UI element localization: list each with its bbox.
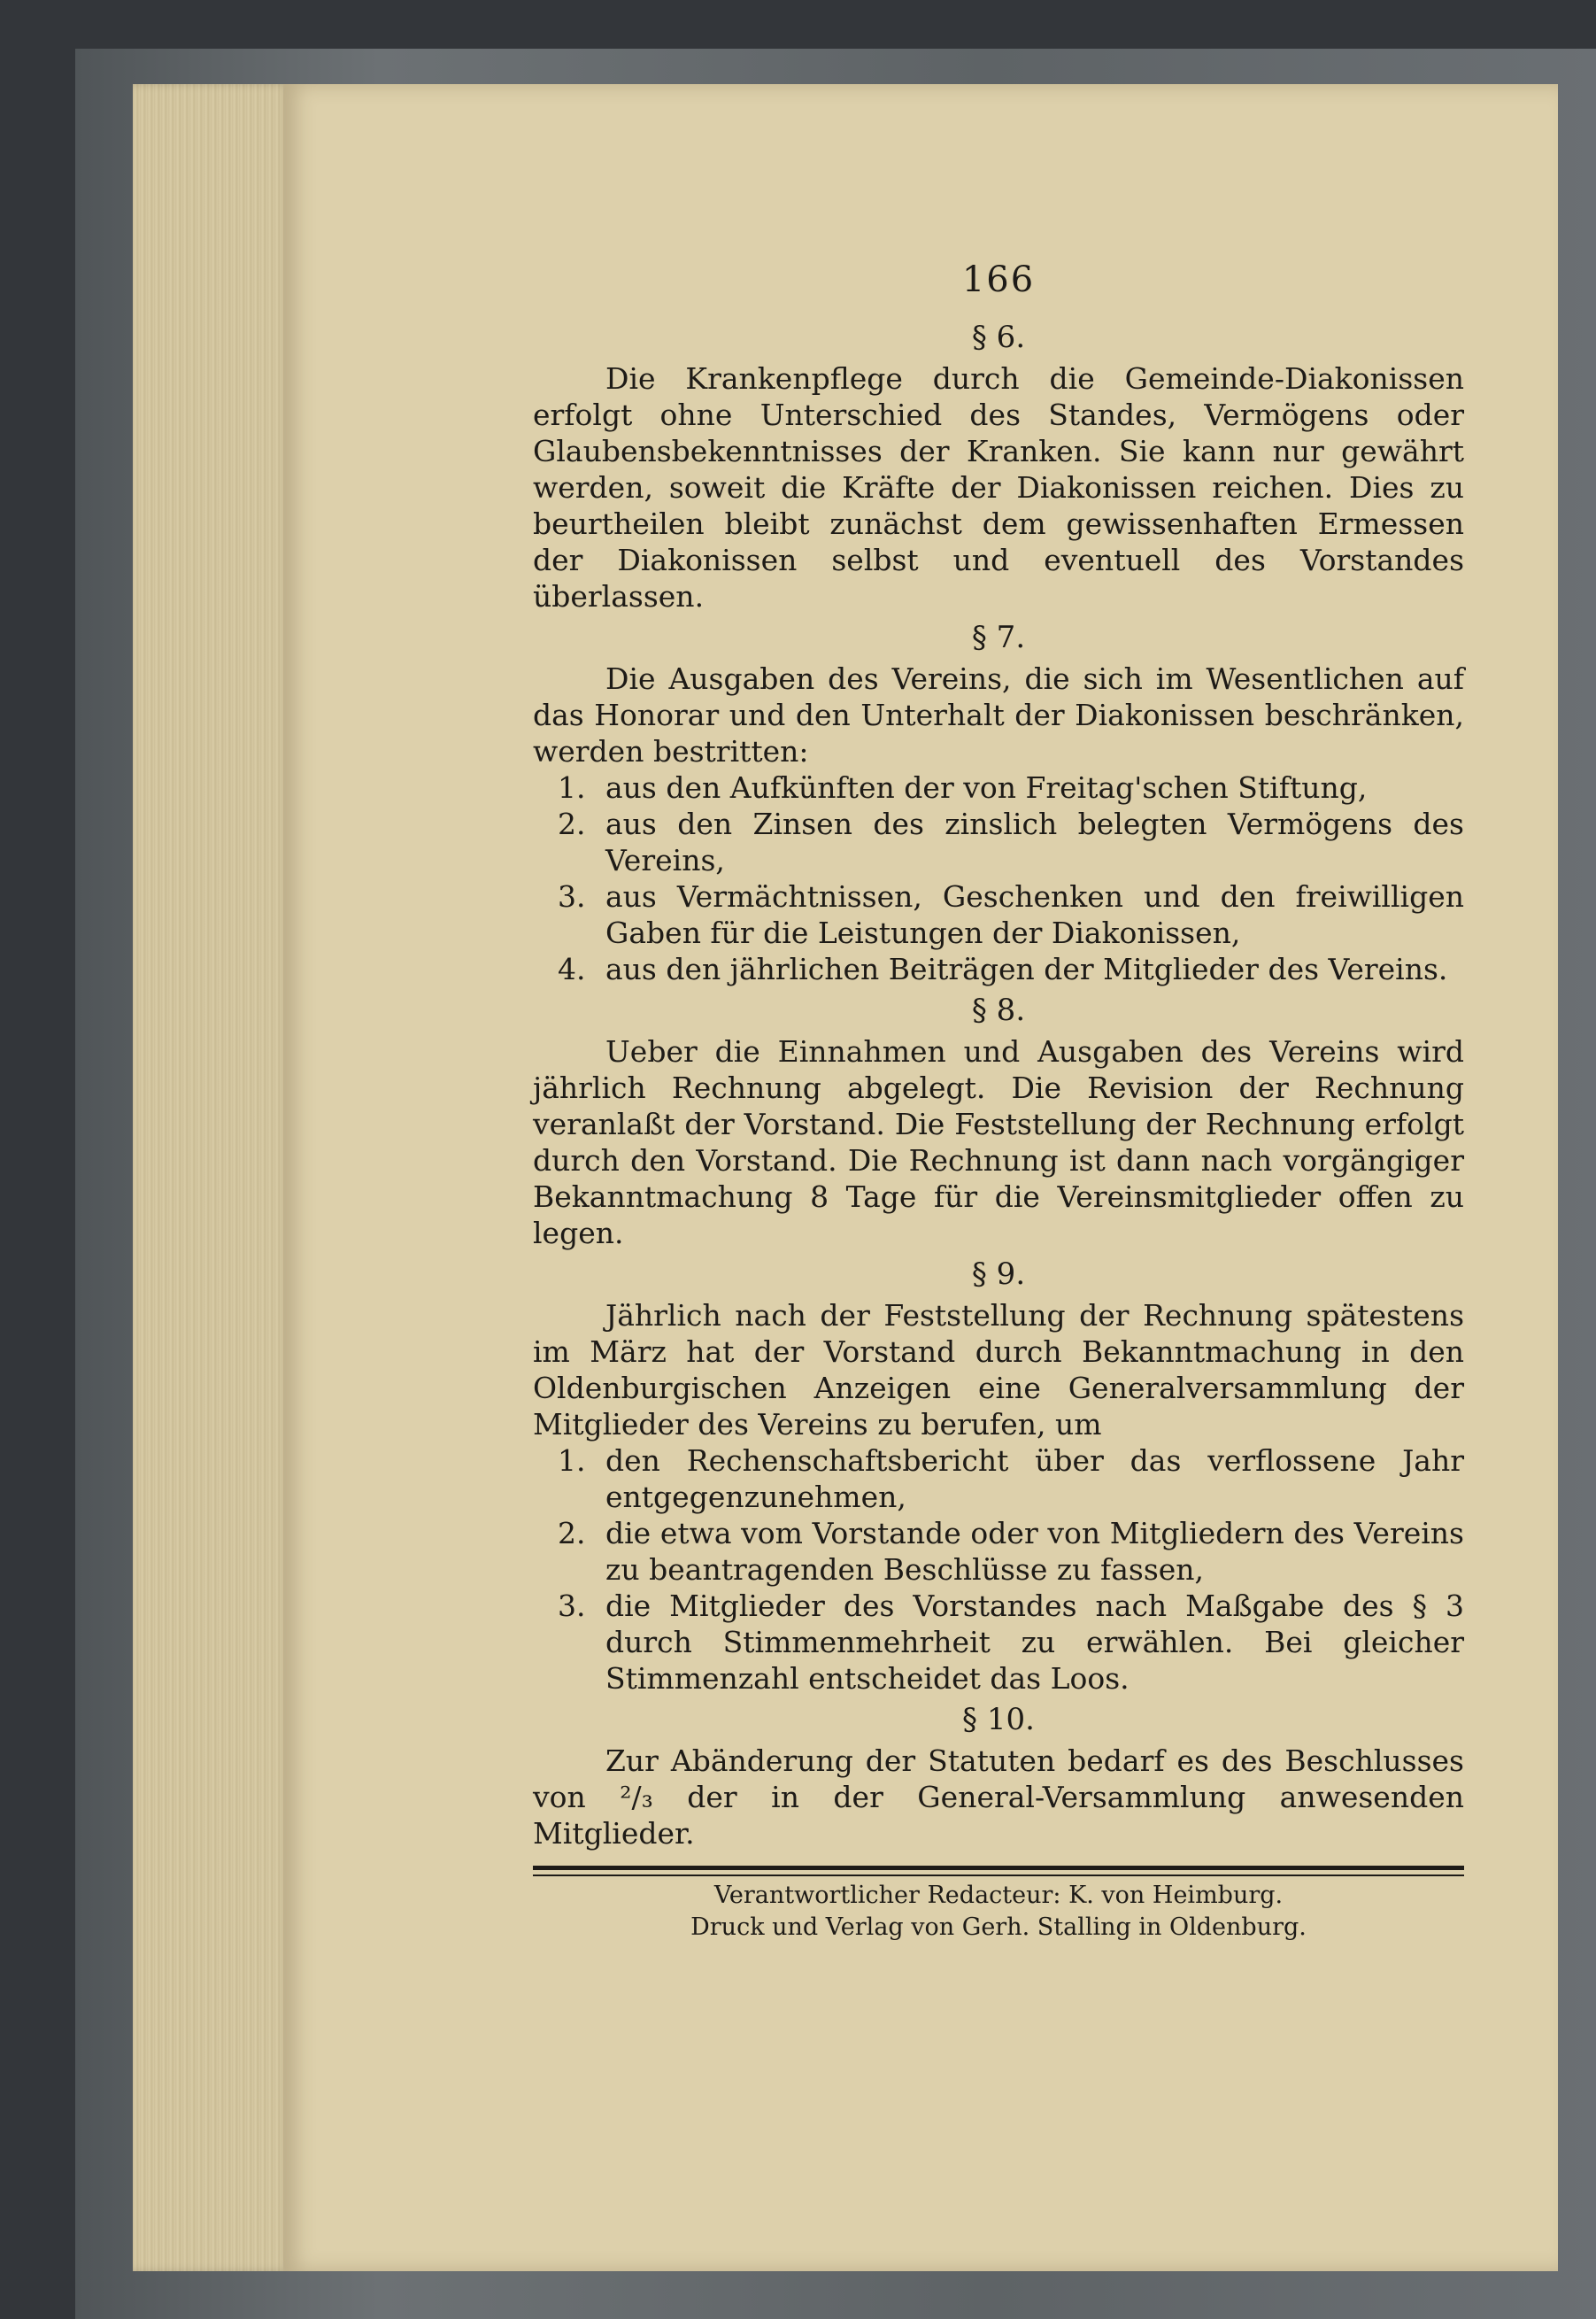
list-number: 4. xyxy=(558,952,586,986)
double-rule xyxy=(533,1866,1464,1880)
section-heading: § 6. xyxy=(971,320,1026,355)
list-number: 1. xyxy=(558,1443,586,1478)
section-7 xyxy=(533,618,1464,987)
list-number: 1. xyxy=(558,770,586,805)
list-text: aus Vermächtnissen, Geschenken und den freiwilligen Gaben für die Leistungen der Diakonissen, xyxy=(605,879,1464,950)
section-6 xyxy=(533,318,1464,615)
section-paragraph: Jährlich nach der Feststellung der Rechnung spätestens im März hat der Vorstand durch Bekanntmachung in den Oldenburgischen Anzeigen eine Generalversammlung der Mitglieder des Vereins zu berufen, um xyxy=(533,1298,1464,1442)
section-paragraph: Die Ausgaben des Vereins, die sich im Wesentlichen auf das Honorar und den Unterhalt der Diakonissen beschränken, werden bestritten: xyxy=(533,661,1464,769)
list-text: die etwa vom Vorstande oder von Mitgliedern des Vereins zu beantragenden Beschlüsse zu fassen, xyxy=(605,1516,1464,1587)
page-content xyxy=(533,259,1464,1944)
imprint-editor: Verantwortlicher Redacteur: K. von Heimburg. xyxy=(713,1882,1284,1909)
list-number: 3. xyxy=(558,1589,586,1623)
list-number: 2. xyxy=(558,807,586,841)
imprint-printer: Druck und Verlag von Gerh. Stalling in Oldenburg. xyxy=(690,1913,1307,1941)
numbered-list xyxy=(533,769,1464,987)
section-8 xyxy=(533,991,1464,1251)
list-number: 2. xyxy=(558,1516,586,1550)
list-item xyxy=(533,1515,1464,1588)
list-text: den Rechenschaftsbericht über das verflossene Jahr entgegenzunehmen, xyxy=(605,1443,1464,1514)
section-paragraph: Zur Abänderung der Statuten bedarf es des Beschlusses von ²/₃ der in der General-Versammlung anwesenden Mitglieder. xyxy=(533,1743,1464,1851)
section-heading: § 9. xyxy=(971,1256,1026,1292)
section-10 xyxy=(533,1700,1464,1851)
section-heading: § 8. xyxy=(971,993,1026,1028)
list-text: aus den Aufkünften der von Freitag'schen Stiftung, xyxy=(605,770,1368,805)
rule-thin xyxy=(533,1875,1464,1876)
list-item xyxy=(533,769,1464,806)
list-text: aus den jährlichen Beiträgen der Mitglieder des Vereins. xyxy=(605,952,1448,986)
list-item xyxy=(533,1588,1464,1697)
page-number: 166 xyxy=(961,259,1036,300)
list-item xyxy=(533,878,1464,951)
list-text: die Mitglieder des Vorstandes nach Maßgabe des § 3 durch Stimmenmehrheit zu erwählen. Bei gleicher Stimmenzahl entscheidet das Loos. xyxy=(605,1589,1464,1696)
section-paragraph: Die Krankenpflege durch die Gemeinde-Diakonissen erfolgt ohne Unterschied des Standes, Vermögens oder Glaubensbekenntnisses der Kranken. Sie kann nur gewährt werden, soweit die Kräfte der Diakonissen reichen. Dies zu beurtheilen bleibt zunächst dem gewissenhaften Ermessen der Diakonissen selbst und eventuell des Vorstandes überlassen. xyxy=(533,361,1464,614)
list-number: 3. xyxy=(558,879,586,914)
section-paragraph: Ueber die Einnahmen und Ausgaben des Vereins wird jährlich Rechnung abgelegt. Die Revision der Rechnung veranlaßt der Vorstand. Die Feststellung der Rechnung erfolgt durch den Vorstand. Die Rechnung ist dann nach vorgängiger Bekanntmachung 8 Tage für die Vereinsmitglieder offen zu legen. xyxy=(533,1034,1464,1250)
book-page xyxy=(283,84,1558,2271)
numbered-list xyxy=(533,1442,1464,1697)
list-item xyxy=(533,806,1464,878)
section-9 xyxy=(533,1255,1464,1697)
list-item xyxy=(533,951,1464,987)
list-text: aus den Zinsen des zinslich belegten Vermögens des Vereins, xyxy=(605,807,1464,877)
section-heading: § 7. xyxy=(971,620,1026,655)
section-heading: § 10. xyxy=(962,1702,1035,1737)
list-item xyxy=(533,1442,1464,1515)
page-edges xyxy=(133,84,292,2271)
rule-thick xyxy=(533,1866,1464,1870)
